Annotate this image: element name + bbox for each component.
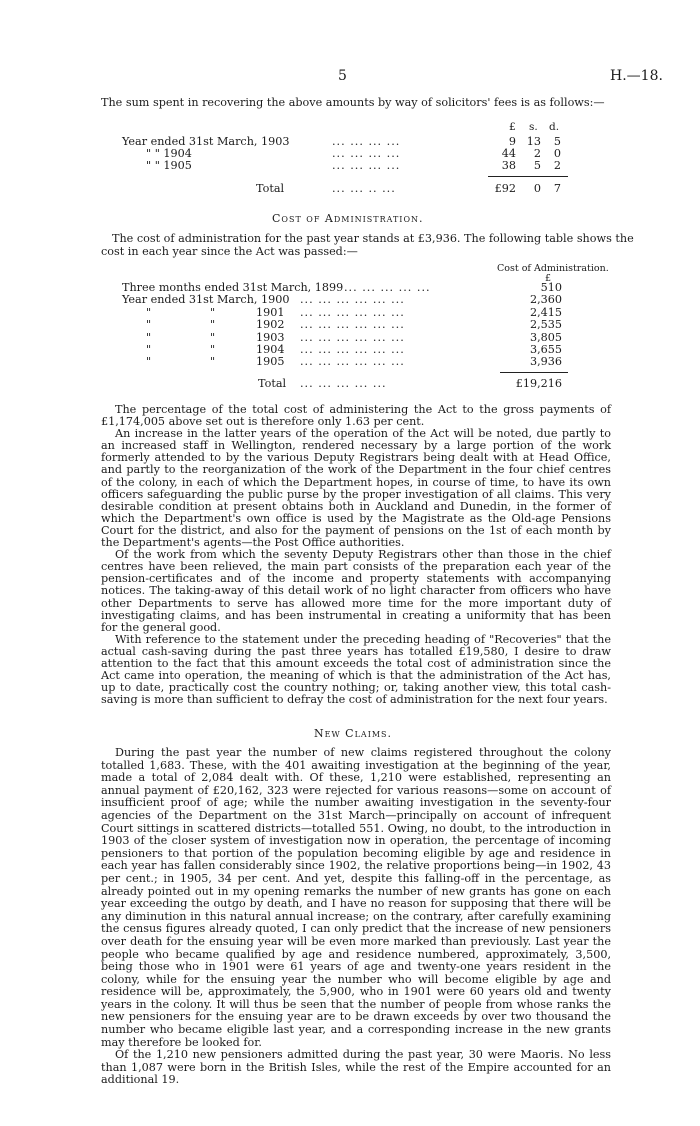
admin-row-label: Three months ended 31st March, 1899 — [122, 281, 344, 294]
admin-row-value: 2,535 — [529, 318, 562, 332]
admin-column-heading: Cost of Administration. — [497, 263, 609, 274]
fees-row-pounds: 44 — [501, 147, 516, 160]
fees-col-shillings: s. — [529, 121, 538, 133]
fees-total-rule — [488, 176, 568, 177]
ditto-mark: " — [210, 343, 216, 356]
fees-row-label: " " 1904 — [146, 147, 192, 160]
admin-row-label: 1903 — [256, 330, 285, 344]
ditto-mark: " — [146, 305, 152, 319]
claims-paragraph: During the past year the number of new claims registered throughout the colony totalled 1,683. These, with the 401 awaiting investigation at the beginning of the year, made a total of 2,084 dealt with. Of these, 1,210 were established, representing an annual payment of £20,162, 323 were rejected for various reasons—some on account of insufficient proof of age; while the number awaiting investigation in the seventy-four agencies of the Department on the 31st March—principally on account of infrequent Court sittings in scattered districts—totalled 551. Owing, no doubt, to the introduction in 1903 of the closer system of investigation now in operation, the percentage of incoming pensioners to that portion of the population becoming eligible by age and residence in each year has fallen considerably since 1902, the relative proportions being—in 1902, 43 per cent.; in 1905, 34 per cent. And yet, despite this falling-off in the percentage, as already pointed out in my opening remarks the number of new grants has gone on each year exceeding the outgo by death, and I have no reason for supposing that there will be any diminution in this natural annual increase; on the contrary, after carefully examining the census figures already quoted, I can only predict that the increase of new pensioners over death for the ensuing year will be even more marked than previously. Last year the people who became qualified by age and residence numbered, approximately, 3,500, being those who in 1901 were 61 years of age and twenty-one years resident in the colony, while for the ensuing year the number who will become eligible by age and residence will be, approximately, the 5,900, who in 1901 were 60 years old and twenty years in the colony. It will thus be seen that the number of people from whose ranks the new pensioners for the ensuing year are to be drawn exceeds by over two thousand the number who became eligible last year, and a corresponding increase in the new grants may therefore be looked for. — [101, 746, 611, 1049]
admin-paragraph: An increase in the latter years of the operation of the Act will be noted, due partly to an increased staff in Wellington, rendered necessary by a large portion of the work formerly attended to by the various Deputy Registrars being dealt with at Head Office, and partly to the reorganization of the work of the Department in the four chief centres of the colony, in each of which the Department hopes, in course of time, to have its own officers safeguarding the public purse by the proper investigation of all claims. This very desirable condition at present obtains both in Auckland and Dunedin, in the former of which the Department's own office is used by the Magistrate as the Old-age Pensions Court for the district, and also for the payment of pensions on the 1st of each month by the Department's agents—the Post Office authorities. — [101, 427, 611, 550]
fees-total-pence: 7 — [553, 182, 561, 195]
fees-row-pounds: 38 — [501, 159, 516, 172]
claims-heading: New Claims. — [314, 727, 393, 740]
admin-paragraph: Of the work from which the seventy Deputy Registrars other than those in the chief centres have been relieved, the main part consists of the preparation each year of the pension-certificates and of the income and property statements with accompanying notices. The taking-away of this detail work of no light character from officers who have other Departments to serve has allowed more time for the more important duty of investigating claims, and has been instrumental in creating a uniformity that has been for the general good. — [101, 548, 611, 634]
admin-row-label: 1905 — [256, 355, 285, 369]
admin-column-unit: £ — [545, 273, 552, 284]
admin-row-label: Year ended 31st March, 1900 — [122, 293, 290, 307]
document-page: 5 H.—18. The sum spent in recovering the above amounts by way of solicitors' fees is as follows:— £ s. d. Year ended 31st March, 1903 ... ... ... ... 9 13 5 " " 1904 ... ... ... ... 44 2 0 " " 1905 ... ... ... ... 38 5 2 Total ... ... .. ... £92 0 7 Cost of Administration. The cost of administration for the past year stands at £3,936. The following table shows the cost in each year since the Act was passed:— Cost of Administration. £ Three months ended 31st March, 1899 ... ... ... ... ... 510 Year ended 31st March, 1900 ... ... ... ... ... ... 2,360 " " 1901 ... ... ... ... ... ... 2,415 " " 1902 ... ... ... ... ... ... 2,535 " " 1903 ... ... ... ... ... ... 3,805 " " 1904 ... ... ... ... ... ... 3,655 " " 1905 ... ... ... ... ... ... 3,936 Total ... ... ... ... ... £19,216 The percentage of the total cost of administering the Act to the gross payments of £1,174,005 above set out is therefore only 1.63 per cent. An increase in the latter years of the operation of the Act will be noted, due partly to an increased staff in Wellington, rendered necessary by a large portion of the work formerly attended to by the various Deputy Registrars being dealt with at Head Office, and partly to the reorganization of the work of the Department in the four chief centres of the colony, in each of which the Department hopes, in course of time, to have its own officers safeguarding the public purse by the proper investigation of all claims. This very desirable condition at present obtains both in Auckland and Dunedin, in the former of which the Department's own office is used by the Magistrate as the Old-age Pensions Court for the district, and also for the payment of pensions on the 1st of each month by the Department's agents—the Post Office authorities. Of the work from which the seventy Deputy Registrars other than those in the chief centres have been relieved, the main part consists of the preparation each year of the pension-certificates and of the income and property statements with accompanying notices. The taking-away of this detail work of no light character from officers who have other Departments to serve has allowed more time for the more important duty of investigating claims, and has been instrumental in creating a uniformity that has been for the general good. With reference to the statement under the preceding heading of "Recoveries" that the actual cash-saving during the past three years has totalled £19,580, I desire to draw attention to the fact that this amount exceeds the total cost of administration since the Act came into operation, the meaning of which is that the administration of the Act has, up to date, practically cost the country nothing; or, taking another view, this total cash-saving is more than sufficient to defray the cost of administration for the next four years. New Claims. During the past year the number of new claims registered throughout the colony totalled 1,683. These, with the 401 awaiting investigation at the beginning of the year, made a total of 2,084 dealt with. Of these, 1,210 were established, representing an annual payment of £20,162, 323 were rejected for various reasons—some on account of insufficient proof of age; while the number awaiting investigation in the seventy-four agencies of the Department on the 31st March—principally on account of infrequent Court sittings in scattered districts—totalled 551. Owing, no doubt, to the introduction in 1903 of the closer system of investigation now in operation, the percentage of incoming pensioners to that portion of the population becoming eligible by age and residence in each year has fallen considerably since 1902, the relative proportions being—in 1902, 43 per cent.; in 1905, 34 per cent. And yet, despite this falling-off in the percentage, as already pointed out in my opening remarks the number of new grants has gone on each year exceeding the outgo by death, and I have no reason for supposing that there will be any diminution in this natural annual increase; on the contrary, after carefully examining the census figures already quoted, I can only predict that the increase of new pensioners over death for the ensuing year will be even more marked than previously. Last year the people who became qualified by age and residence numbered, approximately, 3,500, being those who in 1901 were 61 years of age and twenty-one years resident in the colony, while for the ensuing year the number who will become eligible by age and residence will be, approximately, the 5,900, who in 1901 were 60 years old and twenty years in the colony. It will thus be seen that the number of people from whose ranks the new pensioners for the ensuing year are to be drawn exceeds by over two thousand the number who became eligible last year, and a corresponding increase in the new grants may therefore be looked for. Of the 1,210 new pensioners admitted during the past year, 30 were Maoris. No less than 1,087 were born in the British Isles, while the rest of the Empire accounted for an additional 19. — [101, 68, 663, 1087]
admin-row-label: 1901 — [256, 305, 285, 319]
claims-body-text — [101, 747, 611, 1087]
admin-total-value: £19,216 — [515, 377, 562, 390]
fees-row-pence: 5 — [553, 135, 561, 148]
admin-intro-line-1: The cost of administration for the past year stands at £3,936. The following table shows the — [112, 232, 634, 245]
ditto-mark: " — [210, 305, 216, 319]
admin-row-value: 3,805 — [529, 330, 562, 344]
fees-total-pounds: £92 — [494, 182, 516, 195]
ditto-mark: " — [146, 343, 152, 356]
fees-row-label: " " 1905 — [146, 159, 192, 172]
ditto-mark: " — [210, 318, 216, 332]
admin-heading: Cost of Administration. — [272, 212, 424, 225]
admin-row-value: 3,936 — [529, 355, 562, 369]
admin-row-value: 2,360 — [529, 293, 562, 307]
fees-row-label: Year ended 31st March, 1903 — [122, 135, 290, 148]
page-number: 5 — [338, 68, 347, 84]
admin-paragraph: With reference to the statement under the preceding heading of "Recoveries" that the actual cash-saving during the past three years has totalled £19,580, I desire to draw attention to the fact that this amount exceeds the total cost of administration since the Act came into operation, the meaning of which is that the administration of the Act has, up to date, practically cost the country nothing; or, taking another view, this total cash-saving is more than sufficient to defray the cost of administration for the next four years. — [101, 632, 611, 707]
admin-row-value: 510 — [540, 281, 562, 294]
ditto-mark: " — [146, 330, 152, 344]
fees-row-pounds: 9 — [508, 135, 516, 148]
fees-row-pence: 2 — [553, 159, 561, 172]
fees-total-shillings: 0 — [533, 182, 541, 195]
admin-row-label: 1902 — [256, 318, 285, 332]
ditto-mark: " — [210, 330, 216, 344]
ditto-mark: " — [210, 355, 216, 369]
fees-col-pounds: £ — [509, 121, 516, 133]
admin-total-label: Total — [258, 377, 287, 390]
admin-row-value: 2,415 — [529, 305, 562, 319]
claims-paragraph: Of the 1,210 new pensioners admitted during the past year, 30 were Maoris. No less than 1,087 were born in the British Isles, while the rest of the Empire accounted for an additional 19. — [101, 1048, 611, 1087]
fees-row-shillings: 13 — [526, 135, 541, 148]
fees-row-pence: 0 — [553, 147, 561, 160]
admin-row-value: 3,655 — [529, 343, 562, 356]
admin-body-text — [101, 404, 611, 706]
fees-row-shillings: 2 — [533, 147, 541, 160]
fees-col-pence: d. — [549, 121, 560, 133]
document-reference: H.—18. — [610, 68, 663, 84]
admin-row-label: 1904 — [256, 343, 285, 356]
fees-row-shillings: 5 — [533, 159, 541, 172]
admin-total-rule — [500, 372, 568, 373]
fees-total-label: Total — [256, 182, 285, 195]
admin-paragraph: The percentage of the total cost of administering the Act to the gross payments of £1,174,005 above set out is therefore only 1.63 per cent. — [101, 403, 611, 429]
fees-intro: The sum spent in recovering the above amounts by way of solicitors' fees is as follows:— — [101, 96, 605, 109]
admin-intro-line-2: cost in each year since the Act was passed:— — [101, 245, 358, 258]
ditto-mark: " — [146, 355, 152, 369]
ditto-mark: " — [146, 318, 152, 332]
